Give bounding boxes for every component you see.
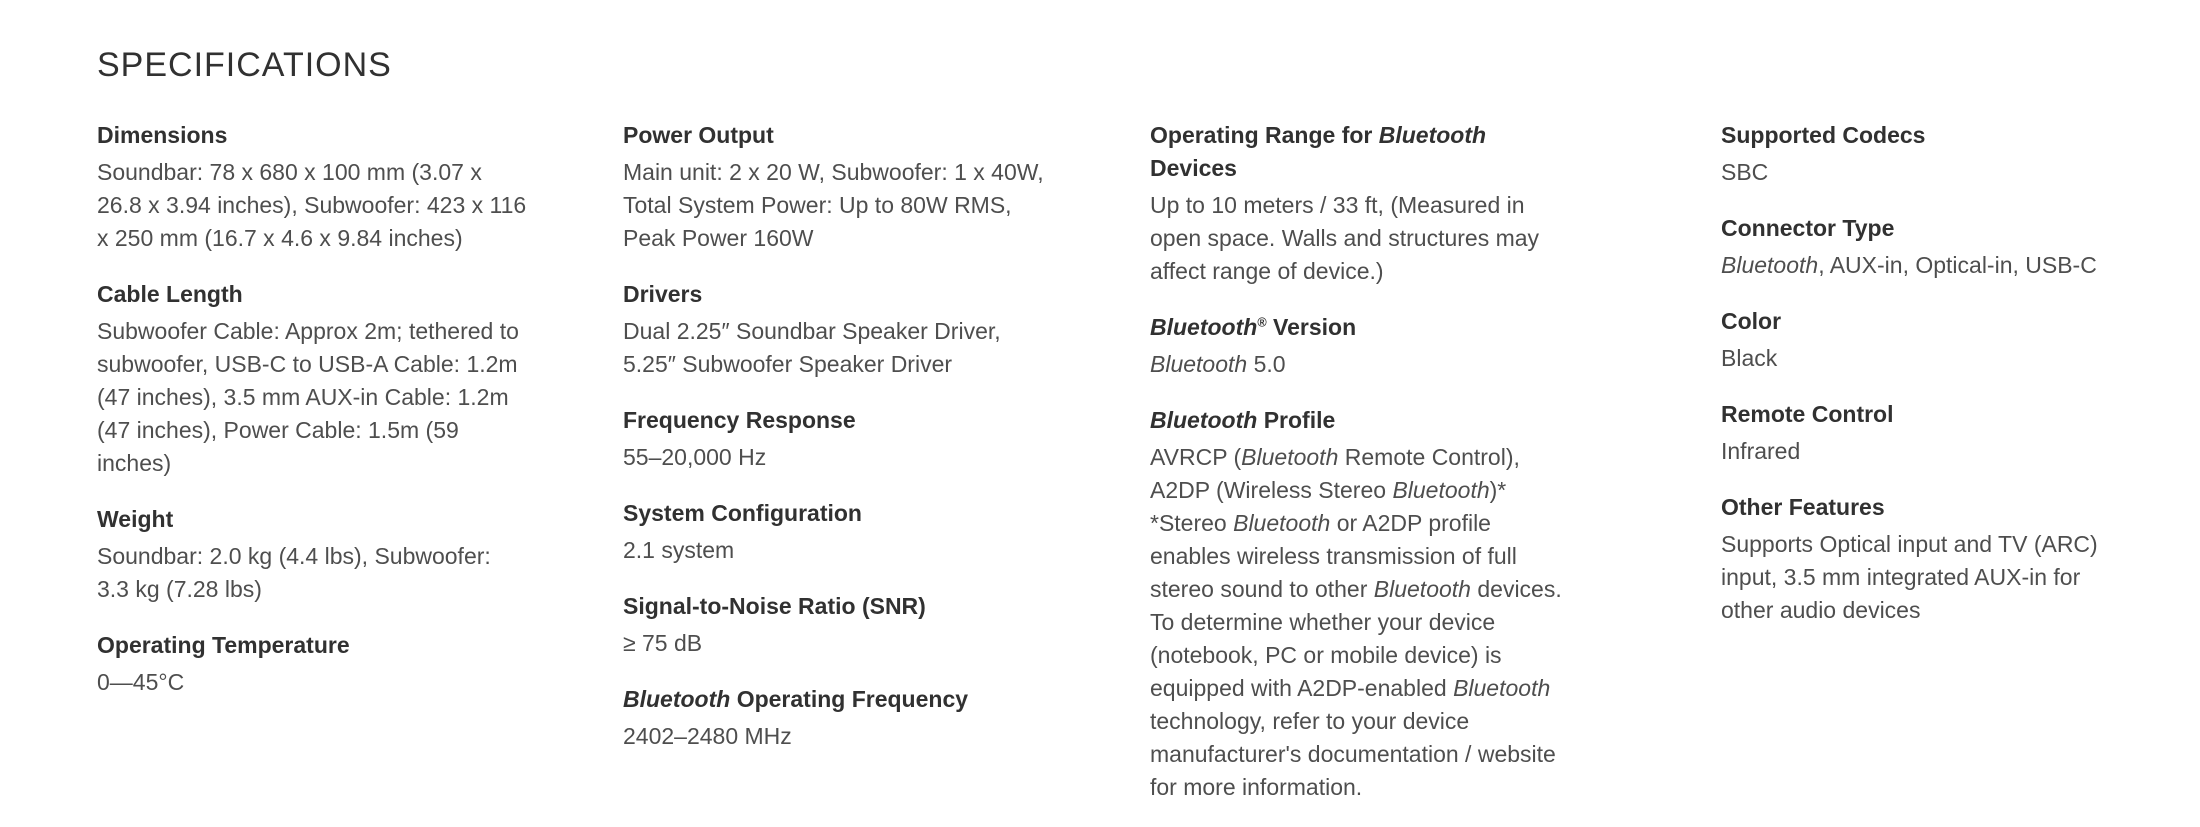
spec-value-weight: Soundbar: 2.0 kg (4.4 lbs), Subwoofer: 3.3 kg (7.28 lbs): [97, 543, 491, 602]
spec-section-dimensions: [97, 119, 527, 255]
spec-heading-signal-to-noise-ratio-snr: Signal-to-Noise Ratio (SNR): [623, 593, 926, 619]
spec-heading-bluetooth-version: Bluetooth® Version: [1150, 314, 1357, 340]
spec-value-color: Black: [1721, 345, 1778, 371]
spec-section-cable-length: [97, 278, 527, 480]
spec-column-3: [1150, 119, 1721, 827]
spec-value-other-features: Supports Optical input and TV (ARC) input, 3.5 mm integrated AUX-in for other audio devices: [1721, 531, 2098, 623]
spec-heading-dimensions: Dimensions: [97, 122, 228, 148]
spec-column-4: [1721, 119, 2200, 650]
spec-section-color: [1721, 305, 2121, 375]
spec-value-system-configuration: 2.1 system: [623, 537, 735, 563]
spec-value-power-output: Main unit: 2 x 20 W, Subwoofer: 1 x 40W, Total System Power: Up to 80W RMS, Peak Power 160W: [623, 159, 1044, 251]
spec-section-frequency-response: [623, 404, 1047, 474]
spec-heading-supported-codecs: Supported Codecs: [1721, 122, 1926, 148]
spec-heading-bluetooth-operating-frequency: Bluetooth Operating Frequency: [623, 686, 969, 712]
spec-heading-power-output: Power Output: [623, 122, 774, 148]
spec-section-power-output: [623, 119, 1047, 255]
spec-section-remote-control: [1721, 398, 2121, 468]
spec-section-signal-to-noise-ratio-snr: [623, 590, 1047, 660]
spec-section-weight: [97, 503, 527, 606]
spec-value-connector-type: Bluetooth, AUX-in, Optical-in, USB-C: [1721, 252, 2097, 278]
spec-value-bluetooth-profile: *Stereo Bluetooth or A2DP profile enables wireless transmission of full stereo sound to other Bluetooth devices. To determine whether your device (notebook, PC or mobile device) is equipped with A2DP-enabled Bluetooth technology, refer to your device manufacturer's documentation / website for more information.: [1150, 510, 1562, 800]
spec-heading-operating-range-for-bluetooth-devices: Operating Range for Bluetooth Devices: [1150, 122, 1487, 181]
spec-heading-bluetooth-profile: Bluetooth Profile: [1150, 407, 1336, 433]
spec-value-signal-to-noise-ratio-snr: ≥ 75 dB: [623, 630, 703, 656]
spec-value-operating-range-for-bluetooth-devices: Up to 10 meters / 33 ft, (Measured in open space. Walls and structures may affect range of device.): [1150, 192, 1540, 284]
spec-value-bluetooth-operating-frequency: 2402–2480 MHz: [623, 723, 792, 749]
spec-section-operating-range-for-bluetooth-devices: [1150, 119, 1565, 288]
spec-heading-cable-length: Cable Length: [97, 281, 243, 307]
spec-heading-drivers: Drivers: [623, 281, 703, 307]
spec-value-bluetooth-version: Bluetooth 5.0: [1150, 351, 1286, 377]
spec-heading-frequency-response: Frequency Response: [623, 407, 856, 433]
spec-heading-weight: Weight: [97, 506, 174, 532]
spec-section-other-features: [1721, 491, 2121, 627]
spec-value-operating-temperature: 0—45°C: [97, 669, 185, 695]
spec-heading-remote-control: Remote Control: [1721, 401, 1894, 427]
spec-section-supported-codecs: [1721, 119, 2121, 189]
spec-heading-connector-type: Connector Type: [1721, 215, 1895, 241]
spec-section-system-configuration: [623, 497, 1047, 567]
spec-section-connector-type: [1721, 212, 2121, 282]
page-title: SPECIFICATIONS: [97, 46, 392, 84]
spec-value-dimensions: Soundbar: 78 x 680 x 100 mm (3.07 x 26.8 x 3.94 inches), Subwoofer: 423 x 116 x 250 mm (16.7 x 4.6 x 9.84 inches): [97, 159, 527, 251]
spec-value-frequency-response: 55–20,000 Hz: [623, 444, 767, 470]
spec-heading-other-features: Other Features: [1721, 494, 1885, 520]
spec-column-1: [97, 119, 623, 722]
spec-section-operating-temperature: [97, 629, 527, 699]
spec-columns: [97, 119, 2200, 827]
spec-section-drivers: [623, 278, 1047, 381]
spec-heading-color: Color: [1721, 308, 1782, 334]
spec-section-bluetooth-operating-frequency: [623, 683, 1047, 753]
spec-value-remote-control: Infrared: [1721, 438, 1801, 464]
spec-heading-system-configuration: System Configuration: [623, 500, 862, 526]
spec-value-cable-length: Subwoofer Cable: Approx 2m; tethered to subwoofer, USB-C to USB-A Cable: 1.2m (47 inches), 3.5 mm AUX-in Cable: 1.2m (47 inches), Power Cable: 1.5m (59 inches): [97, 318, 519, 476]
spec-value-bluetooth-profile: AVRCP (Bluetooth Remote Control), A2DP (Wireless Stereo Bluetooth)*: [1150, 444, 1520, 503]
spec-column-2: [623, 119, 1150, 776]
spec-value-supported-codecs: SBC: [1721, 159, 1769, 185]
spec-value-drivers: Dual 2.25″ Soundbar Speaker Driver, 5.25″ Subwoofer Speaker Driver: [623, 318, 1001, 377]
spec-heading-operating-temperature: Operating Temperature: [97, 632, 350, 658]
spec-section-bluetooth-version: [1150, 311, 1565, 381]
spec-section-bluetooth-profile: [1150, 404, 1565, 804]
